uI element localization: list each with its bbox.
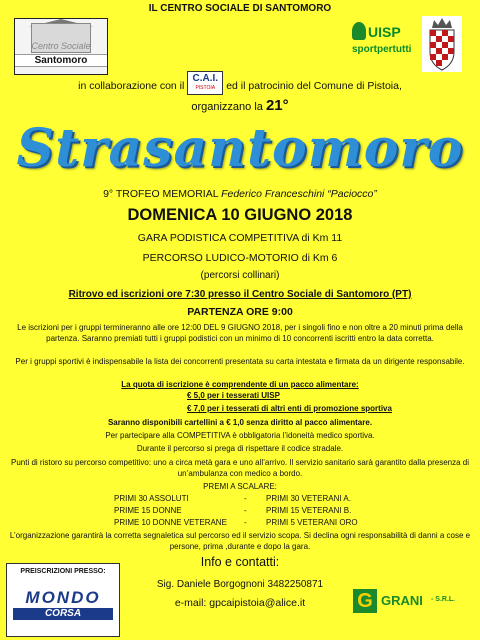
- contact-email[interactable]: e-mail: gpcaipistoia@alice.it: [174, 597, 306, 609]
- premi-sep: -: [244, 518, 247, 527]
- premi-right: PRIMI 5 VETERANI ORO: [266, 518, 358, 527]
- cai-sub: PISTOIA: [195, 85, 216, 91]
- santomoro-label: Santomoro: [15, 54, 107, 67]
- centro-sociale-label: Centro Sociale: [31, 41, 91, 51]
- corsa-label: CORSA: [13, 608, 113, 620]
- premi-row: [0, 518, 480, 529]
- quota-line: La quota di iscrizione è comprendente di un pacco alimentare:: [121, 380, 359, 389]
- grani-label: GRANI: [381, 593, 423, 608]
- pistoia-crest-icon: [422, 16, 462, 72]
- premi-left: PRIME 10 DONNE VETERANE: [114, 518, 227, 527]
- partenza-line: PARTENZA ORE 9:00: [187, 306, 293, 318]
- premi-right: PRIMI 15 VETERANI B.: [266, 506, 352, 515]
- trofeo-name: Federico Franceschini “Paciocco”: [221, 188, 377, 200]
- trofeo-pre: 9° TROFEO MEMORIAL: [103, 188, 219, 200]
- edition-number: 21°: [265, 97, 289, 114]
- organizzano-text: organizzano la: [191, 101, 263, 113]
- runner-icon: [352, 22, 366, 40]
- premi-right: PRIMI 30 VETERANI A.: [266, 494, 351, 503]
- premi-row: [0, 506, 480, 517]
- premi-title: PREMI A SCALARE:: [203, 482, 277, 491]
- organizzano-line: [0, 97, 480, 114]
- collab-pre: in collaborazione con il: [78, 79, 185, 92]
- grani-letter: G: [353, 589, 377, 613]
- cartellini-line: Saranno disponibili cartellini a € 1,0 senza diritto al pacco alimentare.: [107, 418, 373, 427]
- collaboration-line: [0, 74, 480, 98]
- event-title: Strasantomoro: [16, 118, 464, 179]
- cai-label: C.A.I.: [192, 73, 219, 84]
- premi-sep: -: [244, 494, 247, 503]
- cai-logo: [187, 71, 223, 95]
- santomoro-logo: [14, 18, 108, 75]
- percorso-line: PERCORSO LUDICO-MOTORIO di Km 6: [142, 252, 338, 264]
- quota-altri: € 7,0 per i tesserati di altri enti di promozione sportiva: [187, 404, 392, 413]
- ritrovo-line: Ritrovo ed iscrizioni ore 7:30 presso il Centro Sociale di Santomoro (PT): [68, 289, 412, 300]
- uisp-logo: [350, 18, 415, 58]
- premi-sep: -: [244, 506, 247, 515]
- durante-line: Durante il percorso si prega di rispettare il codice stradale.: [136, 444, 344, 453]
- grani-logo: [353, 589, 468, 613]
- premi-left: PRIME 15 DONNE: [114, 506, 182, 515]
- organizzazione-paragraph: L’organizzazione garantirà la corretta segnaletica sul percorso ed il servizio scopa. Si declina ogni responsabilità di danni a cose e persone, prima ,durante e dopo la gara.: [9, 531, 471, 551]
- quota-uisp: € 5,0 per i tesserati UISP: [187, 391, 280, 400]
- grani-srl: - S.R.L.: [431, 596, 456, 603]
- info-title: Info e contatti:: [200, 555, 280, 569]
- premi-left: PRIMI 30 ASSOLUTI: [114, 494, 189, 503]
- header-title: IL CENTRO SOCIALE DI SANTOMORO: [148, 3, 332, 14]
- premi-row: [0, 494, 480, 505]
- collinari-line: (percorsi collinari): [200, 270, 280, 281]
- contact-name-phone: Sig. Daniele Borgognoni 3482250871: [156, 579, 324, 590]
- uisp-sub: sportpertutti: [352, 44, 412, 55]
- competitiva-line: Per partecipare alla COMPETITIVA è obbligatoria l’idoneità medico sportiva.: [105, 431, 375, 440]
- trofeo-line: [0, 188, 480, 200]
- event-date: DOMENICA 10 GIUGNO 2018: [127, 206, 353, 224]
- gruppi-paragraph: Per i gruppi sportivi è indispensabile la lista dei concorrenti presentata su carta intestata e firmata da un dirigente responsabile.: [15, 357, 465, 366]
- uisp-label: UISP: [368, 24, 401, 40]
- ristoro-paragraph: Punti di ristoro su percorso competitivo: uno a circa metà gara e uno all’arrivo. Il servizio sanitario sarà garantito dalla presenza di un’ambulanza con medico a bordo.: [11, 458, 469, 478]
- gara-line: GARA PODISTICA COMPETITIVA di Km 11: [137, 232, 343, 244]
- mondo-label: MONDO: [25, 588, 101, 607]
- collab-post: ed il patrocinio del Comune di Pistoia,: [226, 79, 402, 92]
- iscrizioni-paragraph: Le iscrizioni per i gruppi termineranno alle ore 12:00 DEL 9 GIUGNO 2018, per i singoli fino e non oltre a 20 minuti prima della partenza. Saranno premiati tutti i gruppi podistici con un minimo di 10 concorrenti iscritti entro la data corretta.: [17, 323, 463, 343]
- preiscrizioni-label: PREISCRIZIONI PRESSO:: [20, 568, 106, 575]
